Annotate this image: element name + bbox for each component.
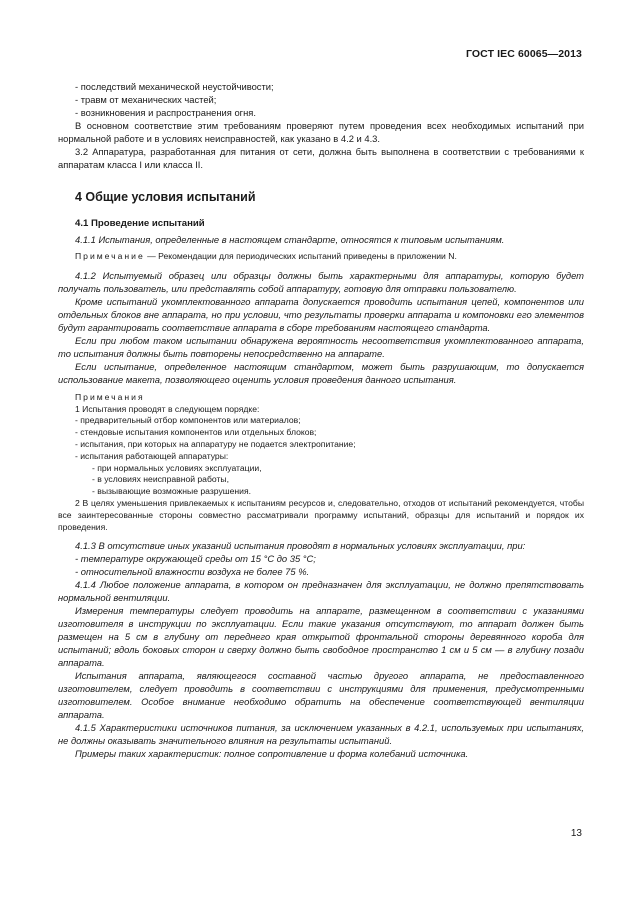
list-item: - предварительный отбор компонентов или материалов;	[75, 415, 301, 426]
paragraph-examples: Примеры таких характеристик: полное сопротивление и форма колебаний источника.	[75, 748, 469, 760]
section-title: 4 Общие условия испытаний	[75, 190, 256, 204]
paragraph-temperature: Измерения температуры следует проводить на аппарате, размещенном в соответствии с указаниями изготовителя в инструкции по эксплуатации. Если такие указания отсутствуют, то аппарат должен быть размещен на 5 см в глубину от переднего края открытой фронтальной стороны деревянного короба для испытаний; вдоль боковых сторон и сверху должно быть свободное пространство 1 см и 5 см — в глубину позади аппарата.	[58, 605, 584, 669]
paragraph-probability: Если при любом таком испытании обнаружена вероятность несоответствия укомплектованного аппарата, то испытания должны быть повторены непосредственно на аппарате.	[58, 334, 584, 359]
paragraph-4-1-2: 4.1.2 Испытуемый образец или образцы должны быть характерными для аппаратуры, которую будет получать пользователь, или представлять собой аппаратуру, готовую для отправки пользователю.	[58, 269, 584, 294]
paragraph-4-1-3: 4.1.3 В отсутствие иных указаний испытания проводят в нормальных условиях эксплуатации, при:	[75, 540, 526, 552]
list-item: - испытания, при которых на аппаратуру не подается электропитание;	[75, 438, 356, 449]
paragraph-4-1-5: 4.1.5 Характеристики источников питания, за исключением указанных в 4.2.1, используемых при испытаниях, не должны оказывать значительного влияния на результаты испытаний.	[58, 722, 584, 747]
note-1	[58, 251, 584, 263]
paragraph-4-1-1: 4.1.1 Испытания, определенные в настоящем стандарте, относятся к типовым испытаниям.	[75, 234, 505, 245]
subsection-title: 4.1 Проведение испытаний	[75, 218, 205, 229]
paragraph-3-2: 3.2 Аппаратура, разработанная для питания от сети, должна быть выполнена в соответствии с требованиями к аппаратам класса I или класса II.	[58, 146, 584, 170]
notes-label: Примечания	[75, 391, 145, 402]
notes-intro: 1 Испытания проводят в следующем порядке:	[75, 403, 260, 414]
sub-list-item: - в условиях неисправной работы,	[92, 474, 229, 485]
list-item: - испытания работающей аппаратуры:	[75, 450, 229, 461]
paragraph-component-part: Испытания аппарата, являющегося составной частью другого аппарата, не предоставленного изготовителем, следует проводить в соответствии с инструкциями для применения, предусмотренными изготовителем. Особое внимание необходимо обратить на обеспечение соответствующей вентиляции аппарата.	[58, 670, 584, 721]
list-item: - травм от механических частей;	[75, 94, 217, 105]
page-number: 13	[570, 828, 582, 839]
doc-header: ГОСТ IEC 60065—2013	[465, 48, 582, 60]
list-item: - последствий механической неустойчивости;	[75, 81, 274, 92]
note-label: Примечание	[75, 251, 145, 261]
paragraph-kit: Кроме испытаний укомплектованного аппарата допускается проводить испытания цепей, компонентов или отдельных блоков вне аппарата, но при условии, что результаты проверки аппарата и компоновки его элементов будут гарантировать соответствие аппарата в сборе требованиям настоящего стандарта.	[58, 295, 584, 333]
list-item: - относительной влажности воздуха не более 75 %.	[75, 566, 310, 578]
sub-list-item: - при нормальных условиях эксплуатации,	[92, 462, 262, 473]
sub-list-item: - вызывающие возможные разрушения.	[92, 486, 252, 497]
list-item: - возникновения и распространения огня.	[75, 107, 256, 118]
notes-block	[58, 392, 584, 534]
paragraph-basic: В основном соответствие этим требованиям проверяют путем проведения всех необходимых испытаний при нормальной работе и в условиях неисправностей, как указано в 4.2 и 4.3.	[58, 120, 584, 144]
list-item: - температуре окружающей среды от 15 °С до 35 °С;	[75, 553, 316, 565]
note-text: — Рекомендации для периодических испытаний приведены в приложении N.	[147, 251, 457, 261]
paragraph-4-1-4: 4.1.4 Любое положение аппарата, в котором он предназначен для эксплуатации, не должно препятствовать нормальной вентиляции.	[58, 579, 584, 604]
list-item: - стендовые испытания компонентов или отдельных блоков;	[75, 427, 317, 438]
page-body	[58, 80, 584, 760]
notes-item-2: 2 В целях уменьшения привлекаемых к испытаниям ресурсов и, следовательно, отходов от испытаний рекомендуется, чтобы все заинтересованные стороны совместно рассматривали программу испытаний, образцы для испытаний и порядок их проведения.	[58, 497, 584, 532]
paragraph-destructive: Если испытание, определенное настоящим стандартом, может быть разрушающим, то допускается использование макета, позволяющего оценить условия проведения данного испытания.	[58, 360, 584, 385]
